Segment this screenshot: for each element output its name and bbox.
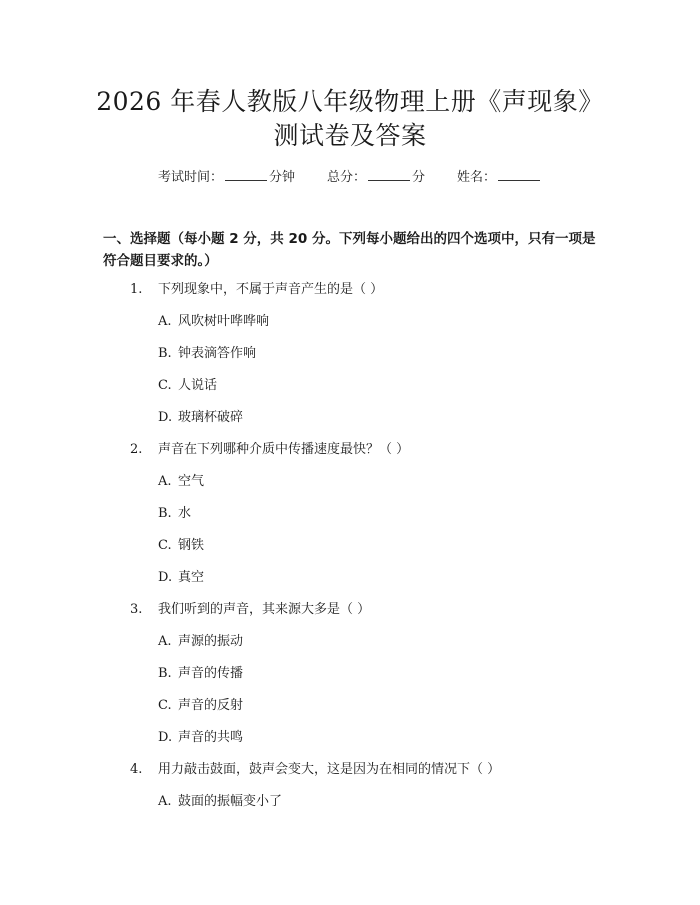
question-2-option-d <box>158 569 204 587</box>
exam-time-unit: 分钟 <box>268 170 295 185</box>
option-text: 声源的振动 <box>178 634 244 649</box>
question-1-option-a <box>158 313 269 331</box>
total-score-unit: 分 <box>412 170 426 185</box>
question-text: 我们听到的声音，其来源大多是（ ） <box>158 602 371 617</box>
student-name-blank <box>498 168 540 181</box>
option-text: 鼓面的振幅变小了 <box>178 794 283 809</box>
question-3 <box>130 601 370 619</box>
question-2 <box>130 441 409 459</box>
option-text: 风吹树叶哗哗响 <box>178 314 270 329</box>
option-text: 声音的传播 <box>178 666 244 681</box>
question-text: 下列现象中，不属于声音产生的是（ ） <box>158 282 384 297</box>
question-number: 1. <box>130 282 143 297</box>
option-text: 空气 <box>178 474 205 489</box>
student-name-label: 姓名： <box>457 170 497 185</box>
question-2-option-c <box>158 537 204 555</box>
option-letter: B. <box>158 506 172 521</box>
option-text: 钟表滴答作响 <box>178 346 257 361</box>
question-3-option-c <box>158 697 243 715</box>
question-number: 2. <box>130 442 143 457</box>
question-text: 声音在下列哪种介质中传播速度最快？（ ） <box>158 442 410 457</box>
option-letter: B. <box>158 666 172 681</box>
option-text: 声音的反射 <box>178 698 244 713</box>
option-letter: D. <box>158 730 173 745</box>
option-text: 真空 <box>178 570 205 585</box>
question-3-option-b <box>158 665 243 683</box>
question-2-option-a <box>158 473 204 491</box>
option-letter: A. <box>158 474 172 489</box>
option-letter: C. <box>158 538 172 553</box>
exam-time-blank <box>225 168 267 181</box>
question-number: 4. <box>130 762 143 777</box>
exam-time-label: 考试时间： <box>157 170 223 185</box>
question-3-option-d <box>158 729 243 747</box>
option-text: 声音的共鸣 <box>178 730 244 745</box>
question-4-option-a <box>158 793 282 811</box>
student-name-field <box>457 168 542 187</box>
option-letter: A. <box>158 794 172 809</box>
document-title-line-2: 测试卷及答案 <box>273 121 427 150</box>
option-letter: A. <box>158 634 172 649</box>
total-score-field <box>327 168 425 187</box>
option-text: 钢铁 <box>178 538 205 553</box>
option-letter: A. <box>158 314 172 329</box>
section-heading: 一、选择题（每小题 2 分，共 20 分。下列每小题给出的四个选项中，只有一项是符合题目要求的。） <box>103 231 596 269</box>
option-letter: C. <box>158 378 172 393</box>
total-score-label: 总分： <box>326 170 366 185</box>
document-title-line-1: 2026 年春人教版八年级物理上册《声现象》 <box>96 87 604 116</box>
option-letter: D. <box>158 410 173 425</box>
question-1-option-d <box>158 409 243 427</box>
option-text: 人说话 <box>178 378 218 393</box>
question-2-option-b <box>158 505 191 523</box>
question-1-option-b <box>158 345 256 363</box>
question-4 <box>130 761 500 779</box>
question-1 <box>130 281 383 299</box>
option-letter: D. <box>158 570 173 585</box>
option-text: 水 <box>178 506 192 521</box>
exam-time-field <box>158 168 295 187</box>
question-number: 3. <box>130 602 143 617</box>
option-letter: B. <box>158 346 172 361</box>
exam-info-row <box>0 168 700 187</box>
option-text: 玻璃杯破碎 <box>178 410 244 425</box>
option-letter: C. <box>158 698 172 713</box>
total-score-blank <box>368 168 410 181</box>
question-1-option-c <box>158 377 217 395</box>
question-3-option-a <box>158 633 243 651</box>
question-text: 用力敲击鼓面，鼓声会变大，这是因为在相同的情况下（ ） <box>158 762 501 777</box>
